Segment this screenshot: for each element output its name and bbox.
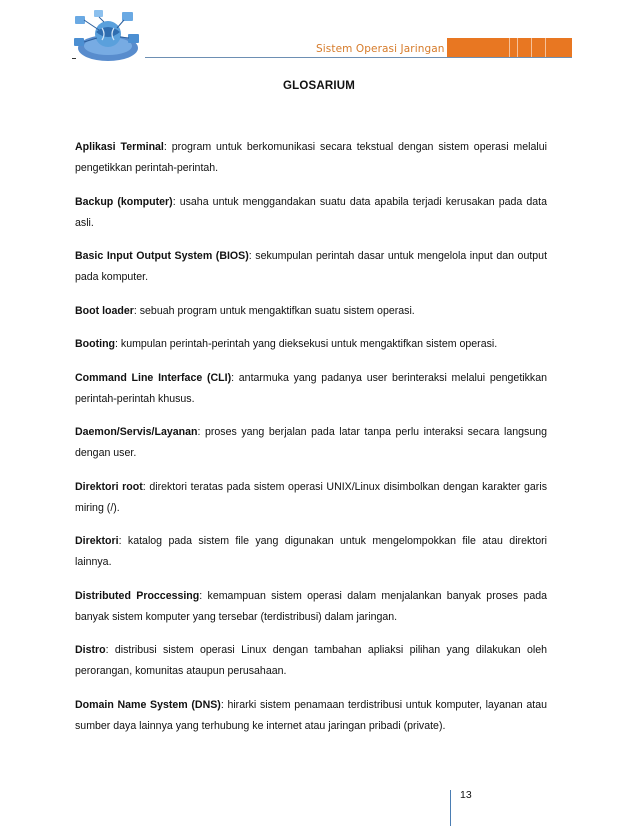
glossary-entry bbox=[75, 695, 547, 737]
glossary-entry bbox=[75, 586, 547, 628]
glossary-definition: : hirarki sistem penamaan terdistribusi untuk komputer, layanan atau sumber daya lainnya yang terhubung ke internet atau jaringan pribadi (private). bbox=[75, 698, 547, 732]
glossary-entry bbox=[75, 137, 547, 179]
glossary-entry bbox=[75, 422, 547, 464]
glossary-definition: : proses yang berjalan pada latar tanpa perlu interaksi secara langsung dengan user. bbox=[75, 426, 547, 459]
header-bar-stripe bbox=[517, 38, 518, 57]
glossary-entry bbox=[75, 192, 547, 234]
header-bar-stripe bbox=[509, 38, 510, 57]
glossary-entry bbox=[75, 640, 547, 682]
glossary-entry bbox=[75, 531, 547, 573]
glossary-definition: : kemampuan sistem operasi dalam menjalankan banyak proses pada banyak sistem komputer yang tersebar (terdistribusi) dalam jaringan. bbox=[75, 589, 548, 623]
glossary-term: Distro bbox=[75, 644, 106, 656]
glossary-entry bbox=[75, 477, 547, 519]
glossary-definition: : kumpulan perintah-perintah yang dieksekusi untuk mengaktifkan sistem operasi. bbox=[115, 338, 498, 350]
glossary-term: Basic Input Output System (BIOS) bbox=[75, 250, 249, 262]
glossary-term: Domain Name System (DNS) bbox=[75, 698, 221, 711]
header-title: Sistem Operasi Jaringan bbox=[316, 43, 445, 55]
header-rule bbox=[145, 57, 572, 58]
glossary-term: Daemon/Servis/Layanan bbox=[75, 426, 198, 438]
page-number-rule bbox=[450, 790, 451, 826]
glossary-entry bbox=[75, 246, 547, 288]
glossary-definition: : sebuah program untuk mengaktifkan suatu sistem operasi. bbox=[133, 304, 415, 317]
glossary-definition: : distribusi sistem operasi Linux dengan tambahan apliaksi pilihan yang dilakukan oleh perorangan, komunitas ataupun perusahaan. bbox=[75, 644, 547, 677]
header-bar-stripe bbox=[531, 38, 532, 57]
glossary-term: Direktori bbox=[75, 535, 119, 547]
glossary-definition: : direktori teratas pada sistem operasi UNIX/Linux disimbolkan dengan karakter garis miring (/). bbox=[75, 480, 547, 514]
glossary-definition: : sekumpulan perintah dasar untuk mengelola input dan output pada komputer. bbox=[75, 250, 548, 283]
glossary-list bbox=[75, 137, 547, 749]
glossary-term: Direktori root bbox=[75, 480, 143, 493]
header-rule-mark bbox=[72, 58, 76, 59]
glossary-term: Aplikasi Terminal bbox=[75, 141, 164, 153]
header-bar-stripe bbox=[545, 38, 546, 57]
glossary-entry bbox=[75, 368, 547, 410]
header-accent-bar bbox=[447, 38, 572, 57]
glossary-definition: : usaha untuk menggandakan suatu data apabila terjadi kerusakan pada data asli. bbox=[75, 195, 547, 229]
glossary-definition: : katalog pada sistem file yang digunakan untuk mengelompokkan file atau direktori lainnya. bbox=[75, 535, 547, 568]
page-number: 13 bbox=[460, 789, 472, 801]
glossary-term: Booting bbox=[75, 338, 116, 350]
glossary-term: Distributed Proccessing bbox=[75, 589, 200, 602]
network-globe-logo-icon bbox=[72, 8, 142, 64]
glossary-definition: : program untuk berkomunikasi secara tekstual dengan sistem operasi melalui pengetikkan perintah-perintah. bbox=[75, 141, 547, 174]
page-title: GLOSARIUM bbox=[282, 80, 356, 92]
glossary-definition: : antarmuka yang padanya user berinteraksi melalui pengetikkan perintah-perintah khusus. bbox=[75, 371, 547, 405]
glossary-term: Boot loader bbox=[75, 304, 134, 317]
glossary-entry bbox=[75, 334, 547, 355]
glossary-entry bbox=[75, 301, 547, 322]
glossary-term: Command Line Interface (CLI) bbox=[75, 371, 232, 384]
glossary-term: Backup (komputer) bbox=[75, 195, 173, 208]
